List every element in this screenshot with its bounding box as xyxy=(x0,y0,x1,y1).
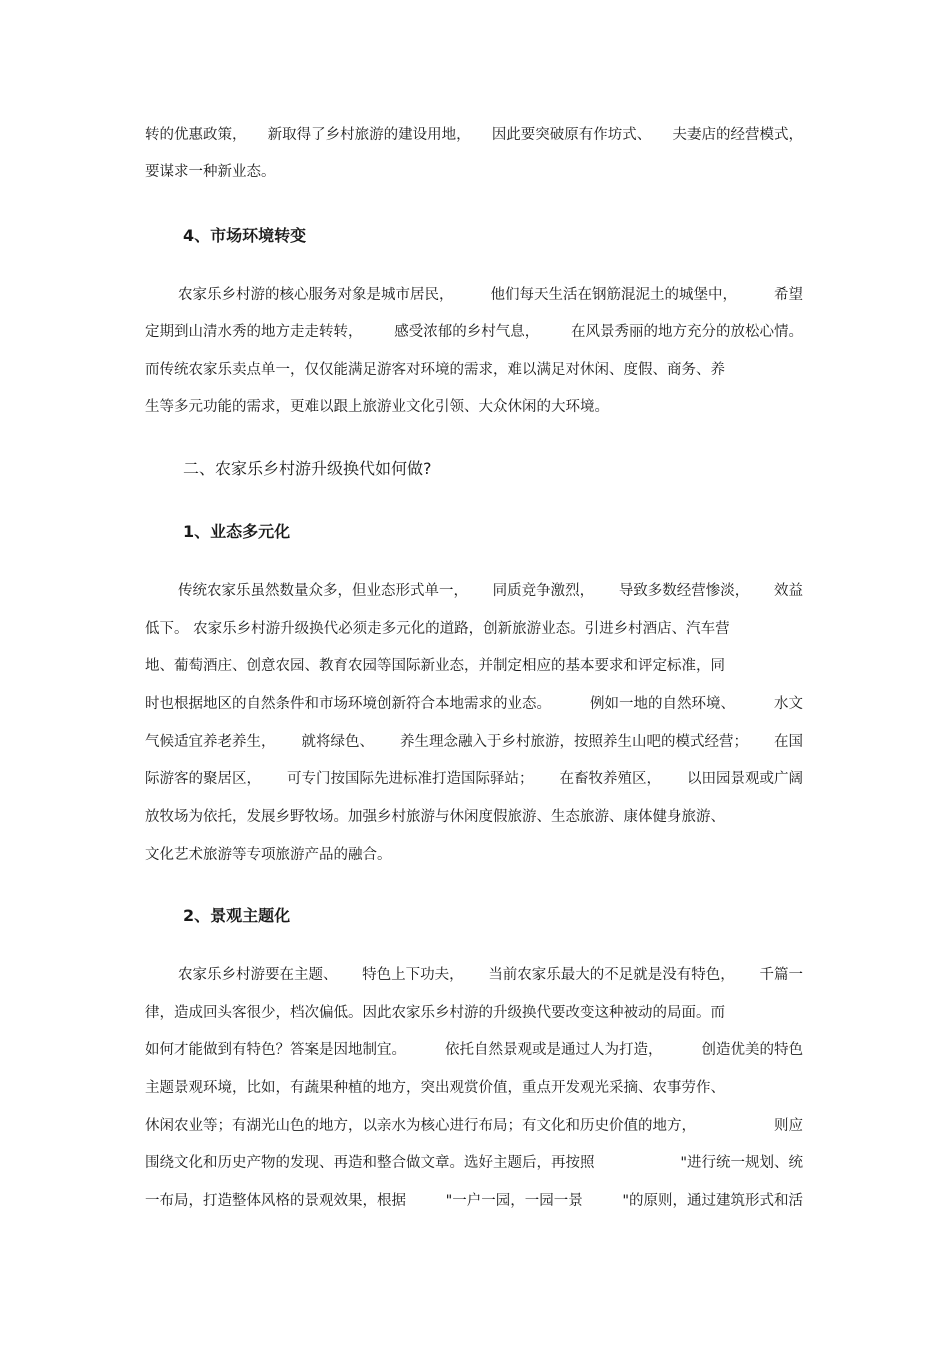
text-segment: 在国 xyxy=(774,734,803,750)
text-segment: 依托自然景观或是通过人为打造， xyxy=(445,1042,663,1058)
text-segment: 如何才能做到有特色？答案是因地制宜。 xyxy=(145,1042,406,1058)
paragraph-line xyxy=(178,581,803,601)
text-segment: 休闲农业等；有湖光山色的地方，以亲水为核心进行布局；有文化和历史价值的地方， xyxy=(145,1118,696,1134)
heading-number: 2、 xyxy=(183,906,211,925)
text-segment: 农家乐乡村游的核心服务对象是城市居民， xyxy=(178,287,454,303)
paragraph-line: 放牧场为依托，发展乡野牧场。加强乡村旅游与休闲度假旅游、生态旅游、康体健身旅游、 xyxy=(145,809,725,825)
text-segment: 千篇一 xyxy=(759,967,803,983)
paragraph-line xyxy=(145,1153,803,1173)
paragraph-line xyxy=(178,285,803,305)
paragraph-line: 而传统农家乐卖点单一，仅仅能满足游客对环境的需求，难以满足对休闲、度假、商务、养 xyxy=(145,362,725,378)
paragraph-line xyxy=(145,322,803,342)
text-segment: 围绕文化和历史产物的发现、再造和整合做文章。选好主题后，再按照 xyxy=(145,1155,595,1171)
heading-text: 景观主题化 xyxy=(210,906,291,925)
text-segment: 他们每天生活在钢筋混泥土的城堡中， xyxy=(490,287,737,303)
text-segment: 感受浓郁的乡村气息， xyxy=(394,324,540,340)
text-segment: 例如一地的自然环境、 xyxy=(590,696,735,712)
text-segment: "一户一园，一园一景 xyxy=(445,1193,583,1209)
text-segment: 则应 xyxy=(774,1118,803,1134)
text-segment: 以田园景观或广阔 xyxy=(687,771,803,787)
text-segment: 养生理念融入于乡村旅游，按照养生山吧的模式经营； xyxy=(400,734,748,750)
text-segment: 希望 xyxy=(774,287,803,303)
text-segment: 传统农家乐虽然数量众多，但业态形式单一， xyxy=(178,583,468,599)
text-segment: 就将绿色、 xyxy=(301,734,374,750)
heading-text: 市场环境转变 xyxy=(210,226,307,245)
paragraph-line xyxy=(145,1116,803,1136)
text-segment: "的原则，通过建筑形式和活 xyxy=(622,1193,803,1209)
text-segment: 创造优美的特色 xyxy=(701,1042,803,1058)
heading-diversification xyxy=(183,521,290,543)
section-heading-upgrade: 二、农家乐乡村游升级换代如何做? xyxy=(183,459,432,478)
text-segment: 在风景秀丽的地方充分的放松心情。 xyxy=(571,324,803,340)
text-segment: 际游客的聚居区， xyxy=(145,771,261,787)
text-segment: 定期到山清水秀的地方走走转转， xyxy=(145,324,363,340)
paragraph-line xyxy=(145,694,803,714)
text-segment: 特色上下功夫， xyxy=(362,967,464,983)
text-segment: "进行统一规划、统 xyxy=(680,1155,803,1171)
text-segment: 转的优惠政策， xyxy=(145,127,247,143)
paragraph-line: 文化艺术旅游等专项旅游产品的融合。 xyxy=(145,847,392,863)
paragraph-line: 地、葡萄酒庄、创意农园、教育农园等国际新业态，并制定相应的基本要求和评定标准，同 xyxy=(145,658,725,674)
paragraph-line xyxy=(145,125,803,145)
heading-market-change xyxy=(183,225,306,247)
paragraph-line: 律，造成回头客很少，档次偏低。因此农家乐乡村游的升级换代要改变这种被动的局面。而 xyxy=(145,1005,725,1021)
text-segment: 新取得了乡村旅游的建设用地， xyxy=(267,127,471,143)
text-segment: 导致多数经营惨淡， xyxy=(618,583,750,599)
paragraph-line xyxy=(178,965,803,985)
heading-number: 1、 xyxy=(183,522,211,541)
text-segment: 效益 xyxy=(773,583,803,599)
paragraph-line xyxy=(145,1040,803,1060)
text-segment: 可专门按国际先进标准打造国际驿站； xyxy=(287,771,534,787)
text-segment: 当前农家乐最大的不足就是没有特色， xyxy=(488,967,735,983)
paragraph-line: 低下。 农家乐乡村游升级换代必须走多元化的道路，创新旅游业态。引进乡村酒店、汽车营 xyxy=(145,621,730,637)
heading-theme-landscape xyxy=(183,905,290,927)
text-segment: 夫妻店的经营模式， xyxy=(672,127,803,143)
text-segment: 因此要突破原有作坊式、 xyxy=(491,127,652,143)
text-segment: 同质竞争激烈， xyxy=(492,583,595,599)
text-segment: 水文 xyxy=(774,696,803,712)
text-segment: 在畜牧养殖区， xyxy=(559,771,661,787)
text-segment: 农家乐乡村游要在主题、 xyxy=(178,967,338,983)
heading-text: 业态多元化 xyxy=(210,522,291,541)
text-segment: 时也根据地区的自然条件和市场环境创新符合本地需求的业态。 xyxy=(145,696,551,712)
paragraph-line xyxy=(145,769,803,789)
text-segment: 一布局，打造整体风格的景观效果，根据 xyxy=(145,1193,406,1209)
paragraph-line: 要谋求一种新业态。 xyxy=(145,164,276,180)
paragraph-line: 生等多元功能的需求，更难以跟上旅游业文化引领、大众休闲的大环境。 xyxy=(145,399,609,415)
paragraph-line xyxy=(145,1191,803,1211)
paragraph-line: 主题景观环境，比如，有蔬果种植的地方，突出观赏价值，重点开发观光采摘、农事劳作、 xyxy=(145,1080,725,1096)
paragraph-line xyxy=(145,732,803,752)
heading-number: 4、 xyxy=(183,226,211,245)
text-segment: 气候适宜养老养生， xyxy=(145,734,276,750)
